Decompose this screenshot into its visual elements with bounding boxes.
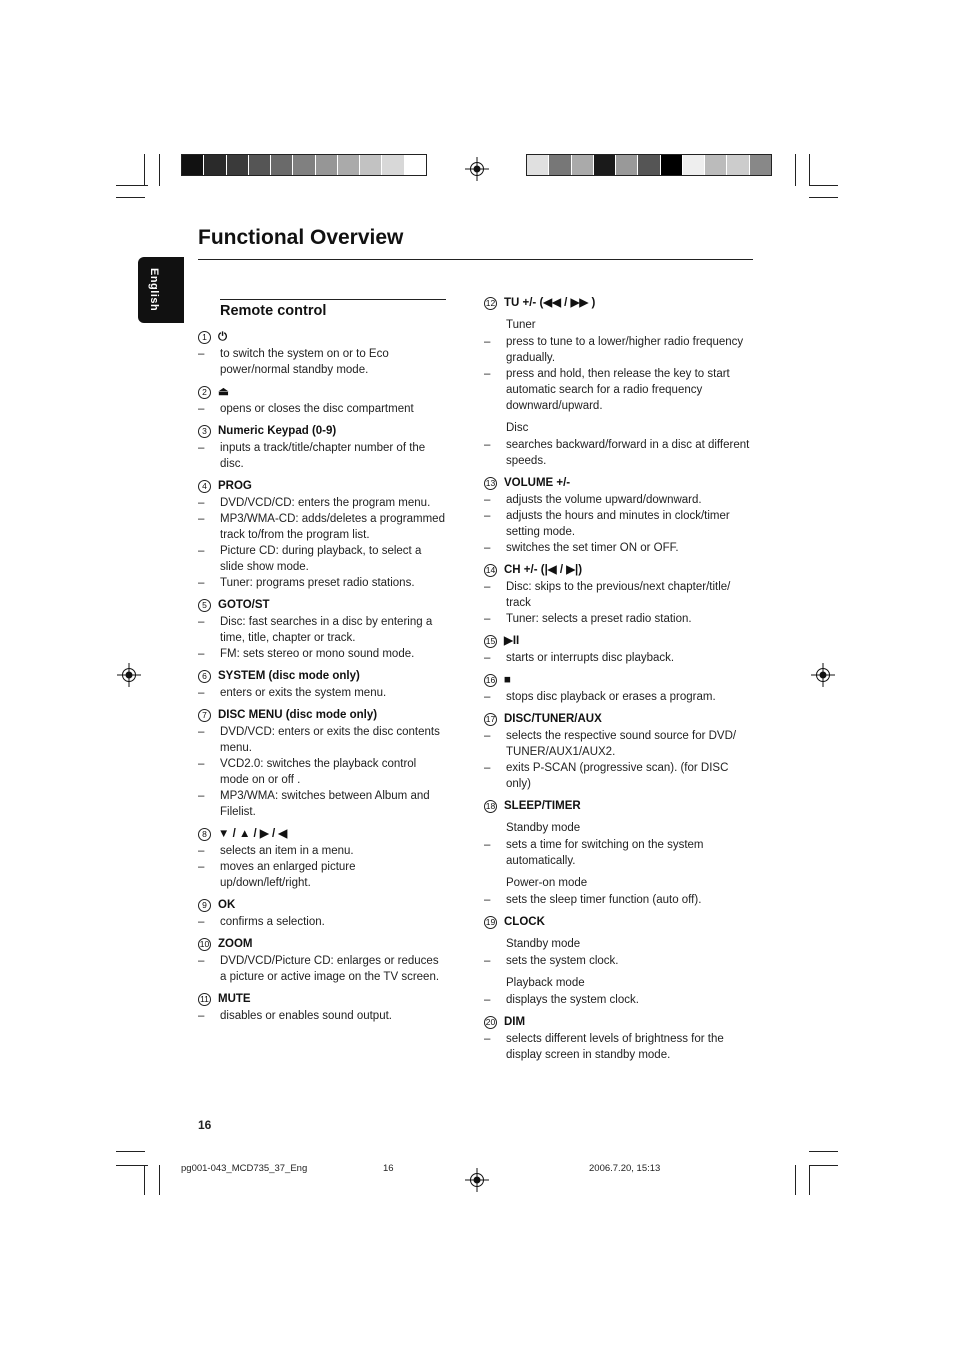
item-heading [484, 562, 750, 578]
description-line [484, 611, 750, 627]
item-heading [484, 672, 750, 688]
description-text: DVD/VCD/Picture CD: enlarges or reduces a picture or active image on the TV screen. [220, 955, 440, 983]
description-text: adjusts the hours and minutes in clock/timer setting mode. [506, 510, 730, 538]
item-label: OK [218, 899, 236, 911]
item-heading [484, 798, 750, 814]
description-text: starts or interrupts disc playback. [506, 652, 675, 664]
color-bar-right [526, 154, 772, 176]
item-heading [198, 991, 446, 1007]
mode-subheading: Tuner [506, 319, 536, 331]
list-item [198, 423, 446, 472]
description-text: displays the system clock. [506, 994, 639, 1006]
dash-marker: – [484, 581, 491, 593]
description-text: stops disc playback or erases a program. [506, 691, 716, 703]
dash-marker: – [198, 403, 205, 415]
item-heading [198, 936, 446, 952]
description-line [484, 650, 750, 666]
dash-marker: – [198, 497, 205, 509]
item-number-badge: 10 [199, 939, 210, 949]
dash-marker: – [484, 613, 491, 625]
color-bar-left [181, 154, 427, 176]
registration-mark-icon [811, 663, 835, 687]
color-swatch [271, 155, 293, 175]
description-text: VCD2.0: switches the playback control mode on or off . [220, 758, 417, 786]
color-swatch [705, 155, 727, 175]
color-swatch [572, 155, 594, 175]
description-line [198, 346, 446, 378]
item-number-badge: 12 [485, 298, 496, 308]
mode-subheading: Playback mode [506, 977, 585, 989]
description-text: enters or exits the system menu. [220, 687, 387, 699]
description-text: press and hold, then release the key to start automatic search for a radio frequency downward/upward. [506, 368, 730, 412]
description-text: sets the sleep timer function (auto off). [506, 894, 702, 906]
color-swatch [227, 155, 249, 175]
language-tab-label: English [148, 268, 160, 312]
item-label: DISC MENU (disc mode only) [218, 709, 378, 721]
item-label: CH +/- (|◀ / ▶|) [504, 564, 583, 576]
list-item [198, 936, 446, 985]
title-rule [198, 259, 753, 260]
description-line [198, 646, 446, 662]
list-item [198, 597, 446, 662]
description-line [198, 1008, 446, 1024]
right-column [484, 295, 750, 1069]
description-text: exits P-SCAN (progressive scan). (for DISC only) [506, 762, 729, 790]
mode-subheading: Disc [506, 422, 529, 434]
item-label: ▼ / ▲ / ▶ / ◀ [218, 828, 288, 840]
item-label: ■ [504, 674, 511, 686]
footer-page: 16 [383, 1163, 394, 1174]
dash-marker: – [484, 652, 491, 664]
color-swatch [360, 155, 382, 175]
description-text: Disc: skips to the previous/next chapter/title/ track [506, 581, 731, 609]
item-number-badge: 9 [198, 899, 211, 912]
item-heading [198, 707, 446, 723]
description-line [484, 1031, 750, 1063]
item-label: ⏻ [218, 331, 228, 343]
item-number-badge: 15 [485, 636, 496, 646]
item-label: Numeric Keypad (0-9) [218, 425, 337, 437]
item-heading [198, 897, 446, 913]
description-text: searches backward/forward in a disc at different speeds. [506, 439, 750, 467]
item-label: GOTO/ST [218, 599, 270, 611]
item-label: ⏏ [218, 386, 229, 398]
page-title: Functional Overview [198, 226, 404, 249]
item-number-badge: 14 [485, 565, 496, 575]
description-line [484, 366, 750, 414]
dash-marker: – [198, 726, 205, 738]
dash-marker: – [484, 368, 491, 380]
item-label: DISC/TUNER/AUX [504, 713, 602, 725]
dash-marker: – [198, 1010, 205, 1022]
dash-marker: – [198, 577, 205, 589]
color-swatch [204, 155, 226, 175]
item-label: SLEEP/TIMER [504, 800, 581, 812]
dash-marker: – [198, 648, 205, 660]
dash-marker: – [198, 348, 205, 360]
item-label: ZOOM [218, 938, 253, 950]
item-heading [198, 329, 446, 345]
item-number-badge: 3 [198, 425, 211, 438]
language-tab [138, 257, 184, 323]
description-text: selects an item in a menu. [220, 845, 354, 857]
dash-marker: – [484, 439, 491, 451]
dash-marker: – [484, 762, 491, 774]
description-text: selects different levels of brightness for the display screen in standby mode. [506, 1033, 724, 1061]
item-number-badge: 20 [485, 1017, 496, 1027]
description-text: FM: sets stereo or mono sound mode. [220, 648, 415, 660]
item-heading [484, 295, 750, 311]
left-column [198, 295, 446, 1030]
description-line [484, 760, 750, 792]
description-text: opens or closes the disc compartment [220, 403, 414, 415]
list-item [198, 478, 446, 591]
list-item [198, 707, 446, 820]
item-number-badge: 13 [485, 478, 496, 488]
description-text: adjusts the volume upward/downward. [506, 494, 702, 506]
color-swatch [316, 155, 338, 175]
color-swatch [616, 155, 638, 175]
item-number-badge: 17 [485, 714, 496, 724]
dash-marker: – [484, 510, 491, 522]
item-label: DIM [504, 1016, 526, 1028]
dash-marker: – [198, 513, 205, 525]
item-number-badge: 11 [198, 993, 211, 1006]
description-line [484, 508, 750, 540]
description-line [198, 575, 446, 591]
page-number: 16 [198, 1118, 212, 1132]
list-item [198, 668, 446, 701]
description-line [484, 992, 750, 1008]
footer-date: 2006.7.20, 15:13 [589, 1163, 661, 1174]
description-line [484, 492, 750, 508]
dash-marker: – [198, 616, 205, 628]
description-line [198, 788, 446, 820]
description-text: disables or enables sound output. [220, 1010, 392, 1022]
color-swatch [638, 155, 660, 175]
item-number-badge: 18 [485, 801, 496, 811]
description-text: Picture CD: during playback, to select a slide show mode. [220, 545, 422, 573]
dash-marker: – [484, 691, 491, 703]
item-number-badge: 5 [198, 599, 211, 612]
item-number-badge: 1 [198, 331, 211, 344]
item-number-badge: 6 [198, 670, 211, 683]
color-swatch [750, 155, 771, 175]
description-text: Tuner: selects a preset radio station. [506, 613, 692, 625]
color-swatch [405, 155, 426, 175]
item-number-badge: 4 [198, 480, 211, 493]
description-text: Disc: fast searches in a disc by entering a time, title, chapter or track. [220, 616, 433, 644]
item-number-badge: 19 [485, 917, 496, 927]
description-text: switches the set timer ON or OFF. [506, 542, 679, 554]
list-item [484, 672, 750, 705]
item-number-badge: 16 [485, 675, 496, 685]
item-heading [484, 914, 750, 930]
dash-marker: – [484, 839, 491, 851]
dash-marker: – [198, 916, 205, 928]
description-text: confirms a selection. [220, 916, 325, 928]
item-label: VOLUME +/- [504, 477, 571, 489]
item-heading [484, 1014, 750, 1030]
dash-marker: – [484, 542, 491, 554]
item-number-badge: 8 [198, 828, 211, 841]
color-swatch [661, 155, 683, 175]
description-text: MP3/WMA-CD: adds/deletes a programmed track to/from the program list. [220, 513, 445, 541]
description-text: to switch the system on or to Eco power/normal standby mode. [220, 348, 389, 376]
item-heading [198, 668, 446, 684]
description-text: sets a time for switching on the system automatically. [506, 839, 704, 867]
color-swatch [549, 155, 571, 175]
description-line [198, 953, 446, 985]
description-line [484, 728, 750, 760]
dash-marker: – [484, 955, 491, 967]
dash-marker: – [484, 730, 491, 742]
list-item [484, 475, 750, 556]
item-label: MUTE [218, 993, 251, 1005]
color-swatch [293, 155, 315, 175]
dash-marker: – [198, 758, 205, 770]
description-line [484, 837, 750, 869]
description-line [198, 756, 446, 788]
footer-file: pg001-043_MCD735_37_Eng [181, 1163, 308, 1174]
item-label: SYSTEM (disc mode only) [218, 670, 360, 682]
description-text: sets the system clock. [506, 955, 619, 967]
description-text: inputs a track/title/chapter number of the disc. [220, 442, 426, 470]
item-heading [484, 711, 750, 727]
dash-marker: – [484, 894, 491, 906]
dash-marker: – [484, 494, 491, 506]
list-item [198, 329, 446, 378]
dash-marker: – [198, 545, 205, 557]
list-item [484, 914, 750, 1008]
list-item [484, 562, 750, 627]
description-line [484, 334, 750, 366]
description-text: selects the respective sound source for DVD/ TUNER/AUX1/AUX2. [506, 730, 737, 758]
item-label: TU +/- (◀◀ / ▶▶ ) [504, 297, 596, 309]
color-swatch [683, 155, 705, 175]
item-heading [198, 597, 446, 613]
list-item [198, 826, 446, 891]
list-item [484, 295, 750, 469]
description-text: Tuner: programs preset radio stations. [220, 577, 415, 589]
description-line [198, 914, 446, 930]
color-swatch [249, 155, 271, 175]
section-title: Remote control [220, 303, 327, 319]
item-heading [484, 633, 750, 649]
list-item [198, 897, 446, 930]
description-line [198, 440, 446, 472]
color-swatch [338, 155, 360, 175]
dash-marker: – [198, 442, 205, 454]
description-line [198, 843, 446, 859]
description-line [198, 614, 446, 646]
section-rule [220, 299, 446, 300]
dash-marker: – [198, 861, 205, 873]
description-line [484, 892, 750, 908]
dash-marker: – [484, 994, 491, 1006]
registration-mark-icon [465, 157, 489, 181]
item-heading [198, 423, 446, 439]
description-line [198, 543, 446, 575]
list-item [484, 1014, 750, 1063]
list-item [484, 711, 750, 792]
item-number-badge: 2 [198, 386, 211, 399]
dash-marker: – [198, 790, 205, 802]
description-line [484, 689, 750, 705]
color-swatch [594, 155, 616, 175]
color-swatch [727, 155, 749, 175]
description-line [484, 437, 750, 469]
color-swatch [382, 155, 404, 175]
description-line [198, 511, 446, 543]
item-heading [198, 478, 446, 494]
description-line [484, 579, 750, 611]
item-heading [198, 826, 446, 842]
dash-marker: – [484, 336, 491, 348]
dash-marker: – [198, 845, 205, 857]
list-item [198, 991, 446, 1024]
item-heading [198, 384, 446, 400]
mode-subheading: Standby mode [506, 822, 581, 834]
dash-marker: – [198, 687, 205, 699]
registration-mark-icon [117, 663, 141, 687]
item-label: PROG [218, 480, 252, 492]
item-label: CLOCK [504, 916, 545, 928]
description-text: DVD/VCD/CD: enters the program menu. [220, 497, 431, 509]
description-line [198, 685, 446, 701]
description-text: moves an enlarged picture up/down/left/right. [220, 861, 356, 889]
item-label: ▶II [504, 635, 520, 647]
color-swatch [182, 155, 204, 175]
description-line [198, 724, 446, 756]
list-item [198, 384, 446, 417]
description-line [484, 953, 750, 969]
description-line [198, 859, 446, 891]
list-item [484, 798, 750, 908]
dash-marker: – [198, 955, 205, 967]
mode-subheading: Standby mode [506, 938, 581, 950]
dash-marker: – [484, 1033, 491, 1045]
registration-mark-icon [465, 1168, 489, 1192]
mode-subheading: Power-on mode [506, 877, 588, 889]
description-text: MP3/WMA: switches between Album and Filelist. [220, 790, 430, 818]
item-heading [484, 475, 750, 491]
description-text: DVD/VCD: enters or exits the disc contents menu. [220, 726, 440, 754]
list-item [484, 633, 750, 666]
color-swatch [527, 155, 549, 175]
description-line [198, 495, 446, 511]
description-line [198, 401, 446, 417]
description-line [484, 540, 750, 556]
description-text: press to tune to a lower/higher radio frequency gradually. [506, 336, 744, 364]
item-number-badge: 7 [198, 709, 211, 722]
